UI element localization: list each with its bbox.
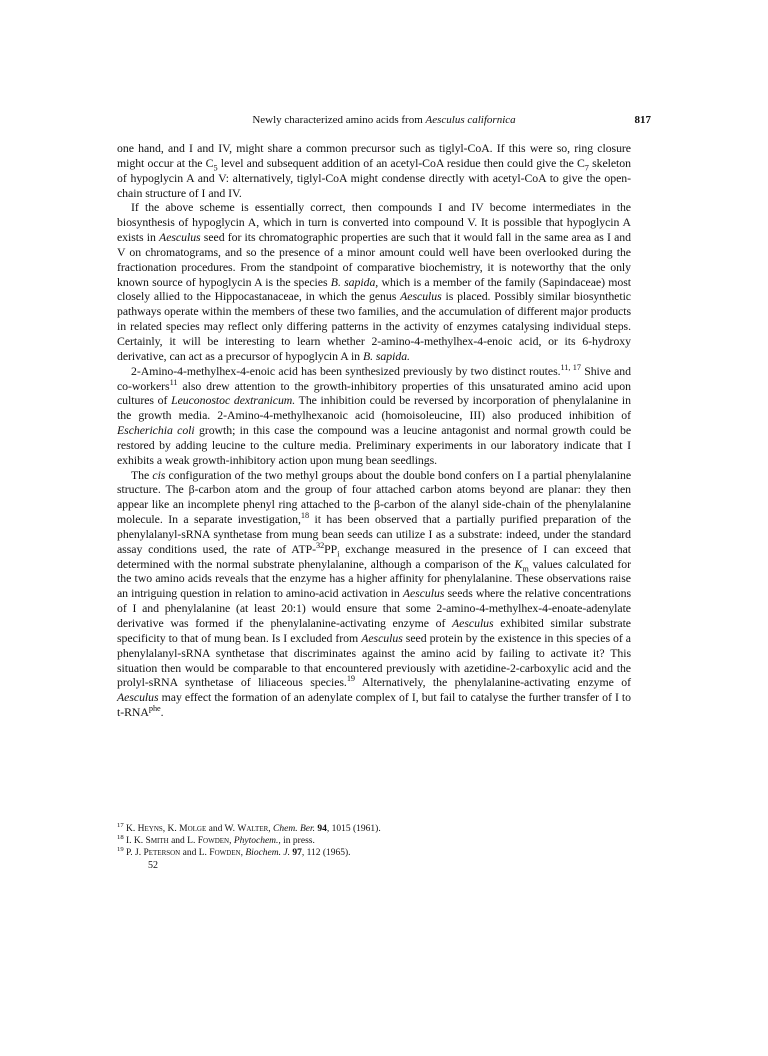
running-title xyxy=(117,114,651,126)
superscript: 32 xyxy=(316,540,325,550)
volume-number: 97 xyxy=(292,848,302,858)
author-name: Fowden xyxy=(197,836,230,846)
italic-run: Biochem. J. xyxy=(245,848,290,858)
italic-run: Leuconostoc dextranicum. xyxy=(171,393,296,408)
footnote-17: $^{17}$ K. Heyns, K. Molge and W. Walter, Chem. Ber. 94, 1015 (1961). xyxy=(117,821,381,834)
volume-number: 94 xyxy=(317,824,327,834)
italic-run: Aesculus xyxy=(159,230,201,245)
signature-mark: 52 xyxy=(148,860,158,871)
author-name: Smith xyxy=(145,836,169,846)
paragraph-4: The cis configuration of the two methyl groups about the double bond confers on I a partial phenylalanine structure. The β-carbon atom and the group of four attached carbon atoms beyond are planar: they then appear like an incomplete phenyl ring attached to the β-carbon of the alanyl side-chain of the phenylalanine molecule. In a separate investigation,$^{18}$ it has been observed that a partially purified preparation of the phenylalanyl-sRNA synthetase from mung bean seeds can utilize I as a substrate: indeed, under the standard assay conditions used, the rate of ATP-$^{32}PP_i$ exchange measured in the presence of I can exceed that determined with the normal substrate phenylalanine, although a comparison of the $K_m$ values calculated for the two amino acids reveals that the enzyme has a higher affinity for phenylalanine. These observations raise an intriguing question in relation to amino-acid activation in Aesculus seeds where the relative concentrations of I and phenylalanine (at least 20:1) would ensure that some 2-amino-4-methylhex-4-enoate-adenylate derivative was formed if the phenylalanine-activating enzyme of Aesculus exhibited similar substrate specificity to that of mung bean. Is I excluded from Aesculus seed protein by the existence in this species of a phenylalanyl-sRNA synthetase that discriminates against the amino acid by failing to activate it? This situation then would be comparable to that encountered previously with azetidine-2-carboxylic acid and the prolyl-sRNA synthetase of liliaceous species.$^{19}$ Alternatively, the phenylalanine-activating enzyme of Aesculus may effect the formation of an adenylate complex of I, but fail to catalyse the further transfer of I to $t-RNA^{phe}$. xyxy=(117,467,632,720)
italic-run: K xyxy=(514,556,523,571)
author-name: Peterson xyxy=(143,848,181,858)
author-name: Walter xyxy=(237,824,269,834)
subscript: m xyxy=(522,563,529,573)
italic-run: Aesculus xyxy=(117,690,159,705)
italic-run: Aesculus xyxy=(402,586,445,601)
paragraph-3: 2-Amino-4-methylhex-4-enoic acid has been synthesized previously by two distinct routes.$^{11, 17}$ Shive and co-workers$^{11}$ also drew attention to the growth-inhibitory properties of this unsaturated amino acid upon cultures of Leuconostoc dextranicum. The inhibition could be reversed by incorporation of phenylalanine in the growth media. 2-Amino-4-methylhexanoic acid (homoisoleucine, III) also produced inhibition of Escherichia coli growth; in this case the compound was a leucine antagonist and normal growth could be restored by adding leucine to the culture media. Preliminary experiments in our laboratory indicate that I exhibits a weak growth-inhibitory action upon mung bean seedlings. xyxy=(117,362,632,467)
superscript: 17 xyxy=(117,821,124,829)
superscript: 18 xyxy=(300,511,310,521)
paragraph-2: If the above scheme is essentially correct, then compounds I and IV become intermediates in the biosynthesis of hypoglycin A, which in turn is converted into compound V. It is possible that hypoglycin A exists in Aesculus seed for its chromatographic properties are such that it would fall in the same area as I and V on chromatograms, and so the presence of a minor amount could well have been overlooked during the fractionation procedures. From the standpoint of comparative biochemistry, it is noteworthy that the only known source of hypoglycin A is the species B. sapida, which is a member of the family (Sapindaceae) most closely allied to the Hippocastanaceae, in which the genus Aesculus is placed. Possibly similar biosynthetic pathways operate within the members of these two families, and the accumulation of different major products in related species may reflect only differing patterns in the activity of enzymes catalysing individual steps. Certainly, it will be interesting to learn whether 2-amino-4-methylhex-4-enoic acid, or its 6-hydroxy derivative, can act as a precursor of hypoglycin A in B. sapida. xyxy=(117,200,631,363)
footnote-18: $^{18}$ I. K. Smith and L. Fowden, Phytochem., in press. xyxy=(117,833,315,846)
page-number: 817 xyxy=(634,114,651,126)
italic-run: Phytochem., xyxy=(233,836,281,846)
superscript: 19 xyxy=(346,674,355,684)
superscript: 11 xyxy=(169,377,178,387)
footnote-19: $^{19}$ P. J. Peterson and L. Fowden, Biochem. J. 97, 112 (1965). xyxy=(117,845,351,858)
superscript: 11, 17 xyxy=(560,362,581,372)
author-name: Heyns xyxy=(137,824,163,834)
superscript: 18 xyxy=(117,833,124,841)
italic-run: cis xyxy=(152,467,166,482)
superscript: 19 xyxy=(117,845,124,853)
running-title-text: Newly characterized amino acids from xyxy=(252,114,426,126)
italic-run: Escherichia coli xyxy=(117,423,195,438)
superscript: phe xyxy=(148,704,161,714)
author-name: Molge xyxy=(179,824,207,834)
italic-run: Aesculus xyxy=(361,630,403,645)
paragraph-1: one hand, and I and IV, might share a common precursor such as tiglyl-CoA. If this were so, ring closure might occur at the $C_5$ level and subsequent addition of an acetyl-CoA residue then could give the $C_7$ skeleton of hypoglycin A and V: alternatively, tiglyl-CoA might condense directly with acetyl-CoA to give the open-chain structure of I and IV. xyxy=(117,141,631,200)
running-header xyxy=(117,111,651,131)
article-body xyxy=(117,141,631,720)
running-title-genus: Aesculus californica xyxy=(425,114,516,126)
subscript: 5 xyxy=(213,163,218,173)
footnotes xyxy=(117,823,631,859)
italic-run: B. sapida, xyxy=(330,274,379,289)
italic-run: Chem. Ber. xyxy=(273,824,315,834)
subscript: 7 xyxy=(584,163,589,173)
italic-run: Aesculus xyxy=(400,289,442,304)
author-name: Fowden xyxy=(209,848,241,858)
subscript: i xyxy=(337,549,340,559)
italic-run: Aesculus xyxy=(452,616,494,630)
italic-run: B. sapida. xyxy=(362,348,410,363)
